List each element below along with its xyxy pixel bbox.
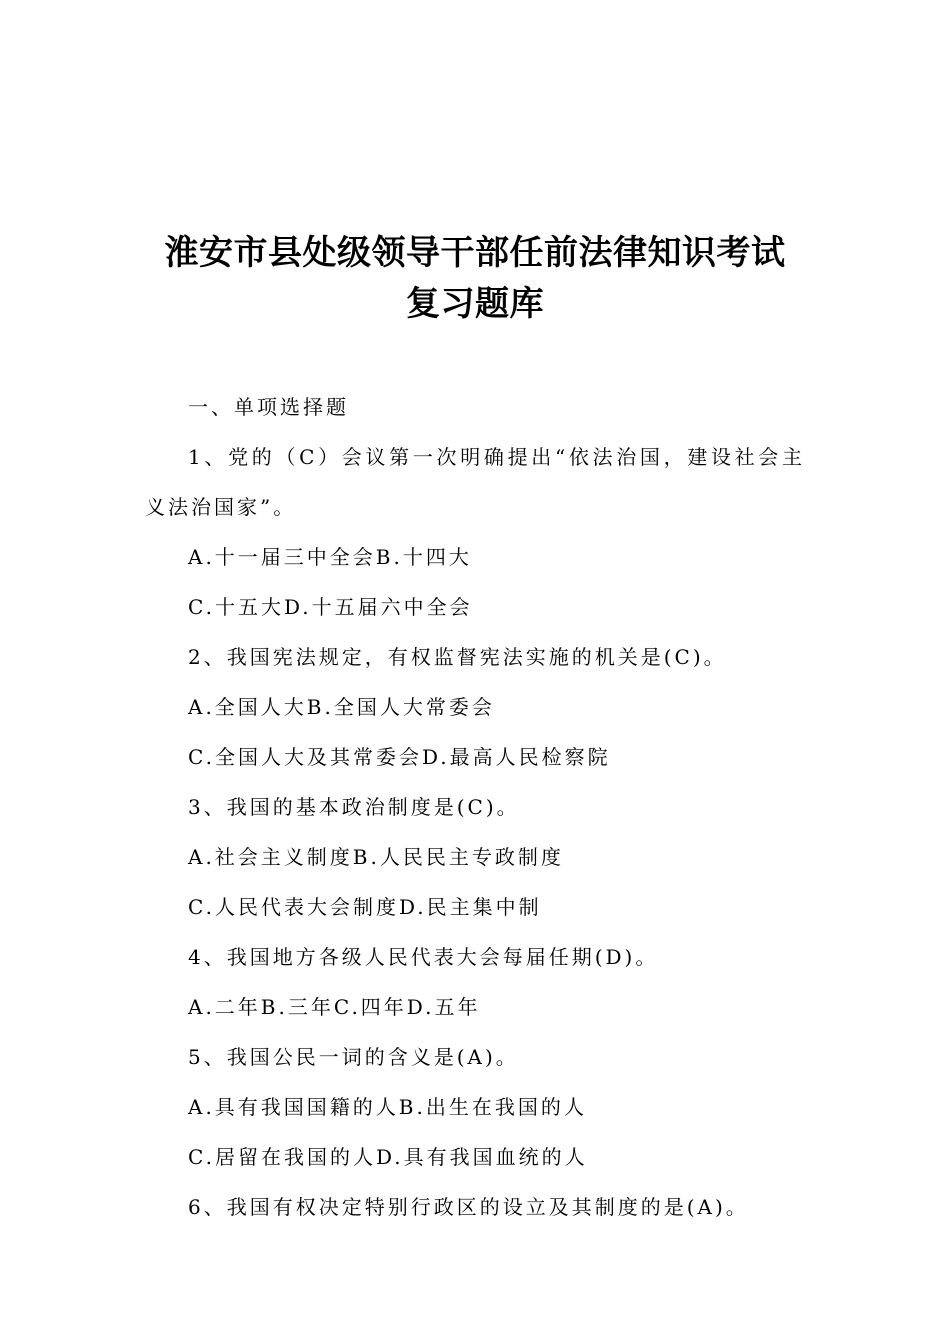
question-6: 6、我国有权决定特别行政区的设立及其制度的是(A)。 bbox=[188, 1195, 749, 1219]
question-2-options-ab: A.全国人大B.全国人大常委会 bbox=[188, 695, 495, 719]
question-4-options: A.二年B.三年C.四年D.五年 bbox=[188, 995, 481, 1019]
question-5-options-cd: C.居留在我国的人D.具有我国血统的人 bbox=[188, 1145, 588, 1169]
question-1: 1、党的（C）会议第一次明确提出“依法治国，建设社会主义法治国家”。 bbox=[145, 445, 805, 519]
question-5: 5、我国公民一词的含义是(A)。 bbox=[188, 1045, 519, 1069]
question-1-options-cd: C.十五大D.十五届六中全会 bbox=[188, 595, 473, 619]
question-2-options-cd: C.全国人大及其常委会D.最高人民检察院 bbox=[188, 745, 611, 769]
question-4: 4、我国地方各级人民代表大会每届任期(D)。 bbox=[188, 945, 659, 969]
document-title-line-2: 复习题库 bbox=[406, 284, 544, 324]
question-3: 3、我国的基本政治制度是(C)。 bbox=[188, 795, 520, 819]
section-heading: 一、单项选择题 bbox=[188, 395, 349, 419]
document-title-line-1: 淮安市县处级领导干部任前法律知识考试 bbox=[164, 233, 786, 273]
question-1-options-ab: A.十一届三中全会B.十四大 bbox=[188, 545, 472, 569]
document-body bbox=[145, 382, 805, 1232]
question-3-options-ab: A.社会主义制度B.人民民主专政制度 bbox=[188, 845, 564, 869]
question-3-options-cd: C.人民代表大会制度D.民主集中制 bbox=[188, 895, 542, 919]
question-5-options-ab: A.具有我国国籍的人B.出生在我国的人 bbox=[188, 1095, 587, 1119]
question-2: 2、我国宪法规定，有权监督宪法实施的机关是(C)。 bbox=[188, 645, 727, 669]
